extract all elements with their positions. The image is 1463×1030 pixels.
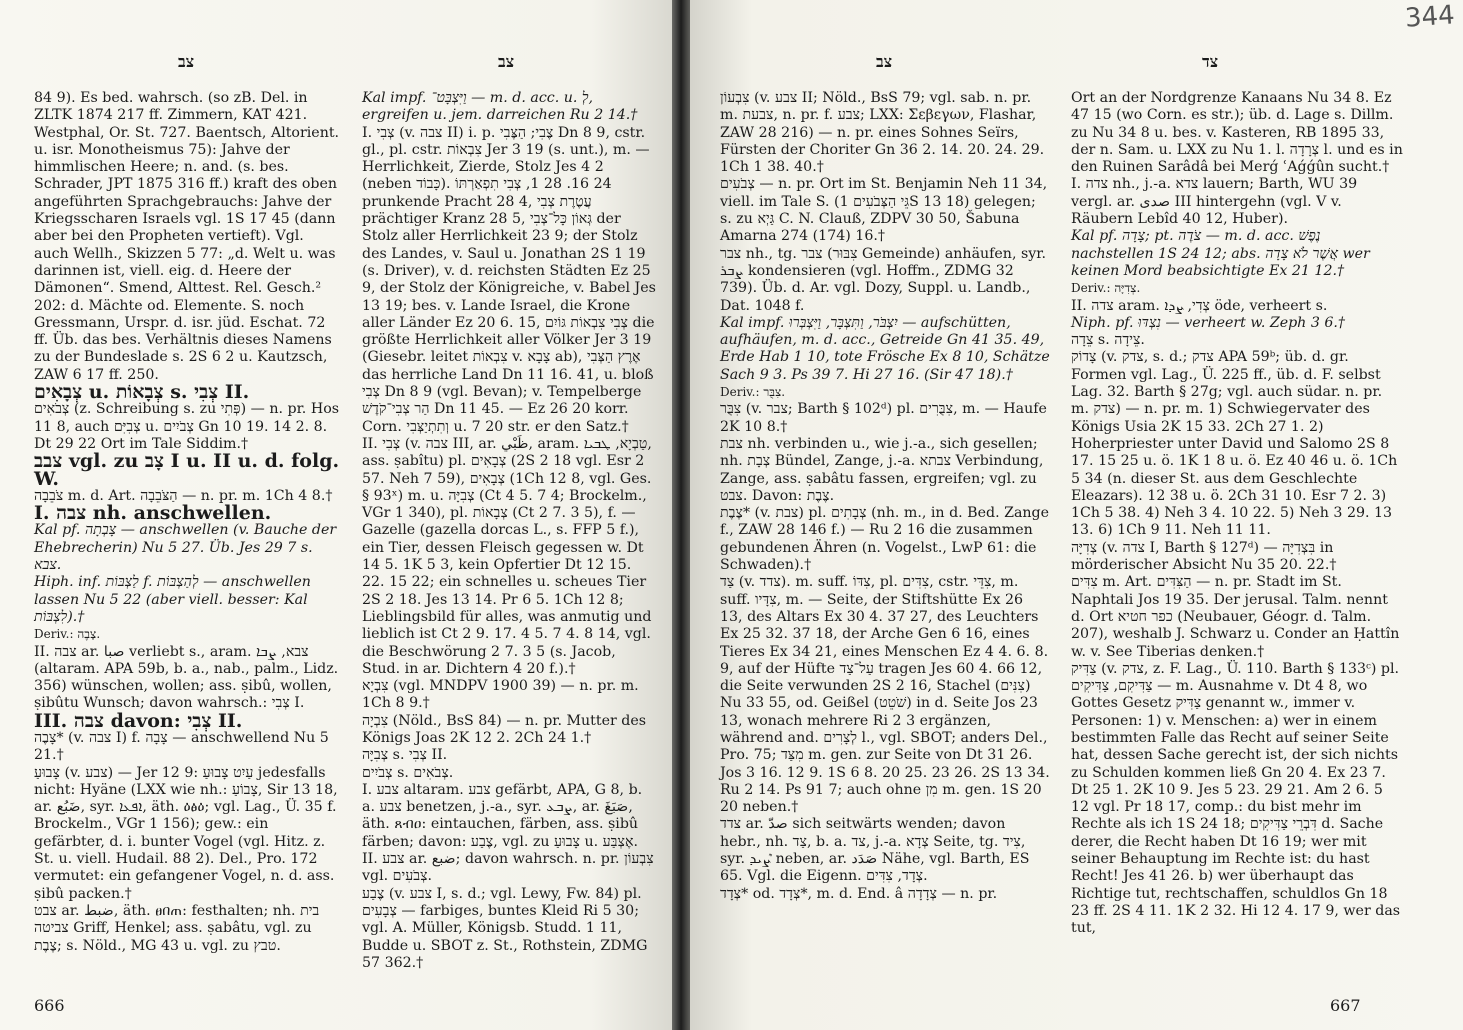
deriv-line: Deriv.: צִבֻּר. xyxy=(720,385,786,400)
entry-text: Niph. pf. נִצְדּוּ — verheert w. Zeph 3 6.† xyxy=(1071,314,1345,331)
page-number: 666 xyxy=(34,996,65,1015)
running-head: צב xyxy=(498,52,515,71)
entry-text: צֵדָה s. צֵידָה. xyxy=(1071,332,1145,349)
entry-text: צבת nh. verbinden u., wie j.-a., sich gesellen; nh. צְבָת Bündel, Zange, j.-a. צבתא Verbindung, Zange, ass. ṣabâtu fassen, ergreifen; vgl. zu צבט. Davon: צֶבֶת. xyxy=(720,435,1044,504)
entry-text: צַדִּיק (v. צדק, z. F. Lag., Ü. 110. Barth § 133ᶜ) pl. צַדִּיקִם, צַדִּיקִים — m. Ausnahme v. Dt 4 8, wo Gottes Gesetz צַדִּיק genannt w., immer v. Personen: 1) v. Menschen: a) wer in einem bestimmten Falle das Recht auf seiner Seite hat, dessen Sache gerecht ist, der sich nichts zu Schulden kommen ließ Gn 20 4. Ex 23 7. Dt 25 1. 2K 10 9. Jes 5 23. 29 21. Am 2 6. 5 12 vgl. Pr 18 17, comp.: du bist mehr im Rechte als ich 1S 24 18; דִּבְרֵי צַדִּיקִים d. Sache derer, die Recht haben Dt 16 19; wer mit seiner Behauptung im Rechte ist: du hast Recht! Jes 41 26. b) wer überhaupt das Richtige tut, rechtschaffen, schuldlos Gn 18 23 ff. 2S 4 11. 1K 2 32. Hi 12 4. 17 9, wer das tut, xyxy=(1071,660,1401,937)
entry-text: צֶבַע (v. צבע I, s. d.; vgl. Lewy, Fw. 84) pl. צְבָעִים — farbiges, buntes Kleid Ri 5 30; vgl. A. Müller, Königsb. Studd. 1 11, Budde u. SBOT z. St., Rothstein, ZDMG 57 362.† xyxy=(362,885,648,971)
entry-text: Kal impf. יִצְבֹּר, וַתִּצְבָּר, וַיִּצְבְּרוּ — aufschütten, aufhäufen, m. d. acc., Getreide Gn 41 35. 49, Erde Hab 1 10, tote Frösche Ex 8 10, Schätze Sach 9 3. Ps 39 7. Hi 27 16. (Sir 47 18).† xyxy=(720,314,1050,383)
entry-text: צְבֹיִים s. צְבֹאִים. xyxy=(362,764,454,781)
deriv-line: Deriv.: צָבֶה. xyxy=(34,627,101,642)
running-head: צד xyxy=(1202,52,1219,71)
entry-heading: צבב vgl. zu צָב I u. II u. d. folg. W. xyxy=(34,450,340,490)
entry-text: Ort an der Nordgrenze Kanaans Nu 34 8. Ez 47 15 (wo Corn. es str.); üb. d. Lage s. Dillm. zu Nu 34 8 u. bes. v. Kasteren, RB 1895 33, der n. Sam. u. LXX zu Nu 1. l. צְרָדָה l. und es in den Ruinen Sarâdâ bei Merǵ ʿAǵǵûn sucht.† xyxy=(1071,90,1403,176)
entry-text: I. צְבִי (v. צבה II) i. p. צֶבִי; הַצֶּבִי Dn 8 9, cstr. gl., pl. cstr. צִבְאוֹת Jer 3 19 (s. unt.), m. — Herrlichkeit, Zierde, Stolz Jes 4 2 (neben כָּבוֹד). 24 16. 28 1, צְבִי תִפְאַרְתּוֹ prunkende Pracht 28 4, עֲטֶרֶת צְבִי prächtiger Kranz 28 5, גְּאוֹן כָּל־צְבִי der Stolz aller Herrlichkeit 23 9; der Stolz des Landes, v. Saul u. Jonathan 2S 1 19 (s. Driver), v. d. reichsten Städten Ez 25 9, der Stolz der Königreiche, v. Babel Jes 13 19; bes. v. Lande Israel, die Krone aller Länder Ez 20 6. 15, צְבִי צִבְאוֹת גּוֹיִם die größte Herrlichkeit aller Völker Jer 3 19 (Giesebr. leitet צִבְאוֹת v. צָבָא ab), אֶרֶץ הַצְּבִי das herrliche Land Dn 11 16. 41, u. bloß צְבִי Dn 8 9 (vgl. Bevan); v. Tempelberge הַר צְבִי־קֹדֶשׁ Dn 11 45. — Ez 26 20 korr. Corn. וְתִתְיַצְּבִי u. 7 20 str. er den Satz.† xyxy=(362,124,656,435)
entry-text: צדד ar. صدّ sich seitwärts wenden; davon hebr., nh. צַד, b. a. צד, j.-a. צְדָא Seite, tg. צִיד, syr. ܨܶܝܕ neben, ar. صَدَد Nähe, vgl. Barth, ES 65. Vgl. die Eigenn. צְדָד, צִדִּים. xyxy=(720,816,1030,885)
entry-text: II. צדה aram. צְדִי, ܨܕܐ öde, verheert s. xyxy=(1071,297,1328,314)
entry-text: Kal impf. וַיִּצְבָּט־ — m. d. acc. u. לְ, ergreifen u. jem. darreichen Ru 2 14.† xyxy=(362,90,638,124)
entry-text: צִבְיָא (vgl. MNDPV 1900 39) — n. pr. m. 1Ch 8 9.† xyxy=(362,678,639,712)
left-page xyxy=(0,0,672,1030)
entry-text: 84 9). Es bed. wahrsch. (so zB. Del. in ZLTK 1874 217 ff. Zimmern, KAT 421. Westphal, Or. St. 727. Baentsch, Altorient. u. isr. Monotheismus 75): Jahve der himmlischen Heere; n. and. (s. bes. Schrader, JPT 1875 316 ff.) kraft des oben angeführten Sprachgebrauchs: Jahve der Kriegsscharen Israels vgl. 1S 17 45 (dann aber bei den Propheten vertieft). Vgl. auch Wellh., Skizzen 5 77: „d. Welt u. was darinnen ist, viell. eig. d. Heere der Dämonen“. Smend, Alttest. Rel. Gesch.² 202: d. Mächte od. Elemente. S. noch Gressmann, Urspr. d. isr. jüd. Eschat. 72 ff. Üb. das bes. Verhältnis dieses Namens zu der Bundeslade s. 2S 6 2 u. Kautzsch, ZAW 6 17 ff. 250. xyxy=(34,90,340,383)
entry-text: צָדוֹק (v. צדק, s. d.; צדק APA 59ᵇ; üb. d. gr. Formen vgl. Lag., Ü. 225 ff., üb. d. F. selbst Lag. 32. Barth § 27g; vgl. auch südar. n. pr. m. צדק) — n. pr. m. 1) Schwiegervater des Königs Usia 2K 15 33. 2Ch 27 1. 2) Hoherpriester unter David und Salomo 2S 8 17. 15 25 u. ö. 1K 1 8 u. ö. Ez 40 46 u. ö. 1Ch 5 34 (n. dieser St. aus dem Geschlechte Eleazars). 12 38 u. ö. 2Ch 31 10. Esr 7 2. 3) 1Ch 5 38. 4) Neh 3 4. 10 22. 5) Neh 3 29. 13 13. 6) 1Ch 9 11. Neh 11 11. xyxy=(1071,349,1398,539)
entry-text: Hiph. inf. לַצְבּוֹת f. לְהַצְבּוֹת — anschwellen lassen Nu 5 22 (aber viell. besser: Kal לִצְבּוֹת).† xyxy=(34,574,311,625)
entry-text: צְדָד* od. צְדָד*, m. d. End. â צְדָדָה — n. pr. xyxy=(720,885,998,902)
entry-text: צְדִיָּה (v. צדה I, Barth § 127ᵈ) — בִּצְדִיָּה in mörderischer Absicht Nu 35 20. 22.† xyxy=(1071,539,1337,574)
entry-text: צְבִיָּה s. צְבִי II. xyxy=(362,747,448,764)
deriv-line: Deriv.: צְדִיָּה. xyxy=(1071,281,1141,296)
entry-text: צַד (v. צדד). m. suff. צִדּוֹ, pl. צִדִּים, cstr. צִדֵּי, m. suff. צִדָּיו, m. — Seite, der Stiftshütte Ex 26 13, des Altars Ex 30 4. 37 27, des Leuchters Ex 25 32. 37 18, der Arche Gen 6 16, eines Tieres Ex 34 21, eines Menschen Ez 4 4. 6. 8. 9, auf der Hüfte עַל־צַד tragen Jes 60 4. 66 12, die Seite verwunden 2S 2 16, Stachel (צִנִּים) Nu 33 55, od. Geißel (שֹׁטֵט) in d. Seite Jos 23 13, wonach mehrere Ri 2 3 ergänzen, während and. לְצָרִים l., vgl. SBOT; anders Del., Pro. 75; מִצַּד m. gen. zur Seite von Dt 31 26. Jos 3 16. 12 9. 1S 6 8. 20 25. 23 26. 2S 13 34. Ru 2 14. Ps 91 7; auch ohne מִן m. gen. 1S 20 20 neben.† xyxy=(720,574,1050,816)
entry-text: צִבֻּר (v. צבר; Barth § 102ᵈ) pl. צִבֻּרִים, m. — Haufe 2K 10 8.† xyxy=(720,401,1047,435)
entry-text: II. צבה ar. صبا verliebt s., aram. צבא, ܨܒܐ (altaram. APA 59b, b. a., nab., palm., Lidz. 356) wünschen, wollen; ass. ṣibû, wollen, ṣibûtu Wunsch; davon wahrsch.: צְבִי I. xyxy=(34,643,339,712)
entry-text: Kal pf. צָדָה; pt. צֹדֶה — m. d. acc. נֶפֶשׁ nachstellen 1S 24 12; abs. אֲשֶׁר לֹא צָדָה wer keinen Mord beabsichtigte Ex 21 12.† xyxy=(1071,228,1370,279)
entry-text: צִדִּים m. Art. הַצִּדִּים — n. pr. Stadt im St. Naphtali Jos 19 35. Der jerusal. Talm. nennt d. Ort כפר חטיא (Neubauer, Géogr. d. Talm. 207), weshalb J. Schwarz u. Conder an Ḥattîn w. v. See Tiberias denken.† xyxy=(1071,574,1400,660)
handwritten-page-stamp: 344 xyxy=(1404,0,1456,34)
entry-text: I. צדה nh., j.-a. צדא lauern; Barth, WU 39 vergl. ar. صدى III hintergehn (vgl. V v. Räubern Lebîd 40 12, Huber). xyxy=(1071,176,1358,228)
left-column-2 xyxy=(362,90,656,972)
entry-text: צבר nh., tg. צבר (צִבּוּר Gemeinde) anhäufen, syr. ܨܒܪ kondensieren (vgl. Hoffm., ZDMG 32 739). Üb. d. Ar. vgl. Dozy, Suppl. u. Landb., Dat. 1048 f. xyxy=(720,245,1046,314)
left-column-1 xyxy=(34,90,342,955)
entry-text: צֶבֶת* (v. צבת) pl. צְבָתִים (nh. m., in d. Bed. Zange f., ZAW 28 146 f.) — Ru 2 16 die zusammen gebundenen Ähren (n. Vogelst., LwP 61: die Schwaden).† xyxy=(720,505,1050,574)
entry-text: צָבֶה* (v. צבה I) f. צָבָה — anschwellend Nu 5 21.† xyxy=(34,729,329,764)
entry-text: צֹבֵבָה m. d. Art. הַצֹּבֵבָה — n. pr. m. 1Ch 4 8.† xyxy=(34,487,333,504)
entry-text: צָבוּעַ (v. צבע) — Jer 12 9: עַיִט צָבוּעַ jedesfalls nicht: Hyäne (LXX wie nh.: צָבוֹעַ, Sir 13 18, ar. ضَبُع, syr. ܐܦܥܐ, äth. ዕፅዕ; vgl. Lag., Ü. 35 f. Brockelm., VGr 1 156); gew.: ein gefärbter, d. i. bunter Vogel (vgl. Hitz. z. St. u. viell. Hudail. 88 2). Del., Pro. 172 vermutet: ein gefangener Vogel, n. d. ass. ṣibû packen.† xyxy=(34,764,338,902)
running-head: צב xyxy=(876,52,893,71)
entry-heading: צְבָאִים u. צְבָאוֹת s. צְבִי II. xyxy=(34,381,250,404)
entry-text: I. צבע altaram. צבע gefärbt, APA, G 8, b. a. צבע benetzen, j.-a., syr. ܨܒܥ, ar. صَبَغَ, äth. ጸብዐ: eintauchen, färben, ass. ṣibû färben; davon: צֶבַע, vgl. zu צָבוּעַ u. אֶצְבַּע. xyxy=(362,781,643,850)
entry-text: צִבְעוֹן (v. צבע II; Nöld., BsS 79; vgl. sab. n. pr. m. צבעת, n. pr. f. צבע; LXX: Σεβεγων, Flashar, ZAW 28 216) — n. pr. eines Sohnes Seïrs, Fürsten der Choriter Gn 36 2. 14. 20. 24. 29. 1Ch 1 38. 40.† xyxy=(720,90,1045,176)
entry-text: צְבֹעִים — n. pr. Ort im St. Benjamin Neh 11 34, viell. im Tale S. (גֵּי הַצְּבֹעִים 1S 13 18) gelegen; s. zu גַּיְא C. N. Clauß, ZDPV 30 50, Šabuna Amarna 274 (174) 16.† xyxy=(720,176,1048,245)
entry-text: II. צְבִי (v. צבה III, ar. ظَبْي, aram. טַבְיָא, ܛܒܝܐ, ass. ṣabîtu) pl. צְבָאִים (2S 2 18 vgl. Esr 2 57. Neh 7 59), צְבָאִים (1Ch 12 8, vgl. Ges. § 93ˣ) m. u. צְבִיָּה (Ct 4 5. 7 4; Brockelm., VGr 1 340), pl. צְבָאוֹת (Ct 2 7. 3 5), f. — Gazelle (gazella dorcas L., s. FFP 5 f.), ein Tier, dessen Fleisch gegessen w. Dt 14 5. 1K 5 3, kein Opfertier Dt 12 15. 22. 15 22; ein schnelles u. scheues Tier 2S 2 18. Jes 13 14. Pr 6 5. 1Ch 12 8; Lieblingsbild für alles, was anmutig und lieblich ist Ct 2 9. 17. 4 5. 7 4. 8 14, vgl. die Beschwörung 2 7. 3 5 (s. Jacob, Stud. in ar. Dichtern 4 20 f.).† xyxy=(362,435,652,677)
running-head: צב xyxy=(178,52,195,71)
entry-text: צְבֹאִים (z. Schreibung s. zu פְּתִי) — n. pr. Hos 11 8, auch צְבִיִּם u. צְבֹיִים Gn 10 19. 14 2. 8. Dt 29 22 Ort im Tale Siddim.† xyxy=(34,401,340,452)
page-number: 667 xyxy=(1330,996,1361,1015)
right-column-2 xyxy=(1071,90,1403,938)
right-page xyxy=(690,0,1463,1030)
entry-heading: III. צבה davon: צְבִי II. xyxy=(34,709,243,732)
entry-text: צִבְיָה (Nöld., BsS 84) — n. pr. Mutter des Königs Joas 2K 12 2. 2Ch 24 1.† xyxy=(362,712,647,746)
entry-text: צבט ar. ضبط, äth. ፀበጠ: festhalten; nh. בית צביטה Griff, Henkel; ass. ṣabâtu, vgl. zu צֶבֶת; s. Nöld., MG 43 u. vgl. zu טבץ. xyxy=(34,902,320,954)
book-gutter xyxy=(672,0,690,1030)
entry-heading: I. צבה nh. anschwellen. xyxy=(34,502,272,525)
right-column-1 xyxy=(720,90,1050,903)
entry-text: Kal pf. צָבְתָה — anschwellen (v. Bauche der Ehebrecherin) Nu 5 27. Üb. Jes 29 7 s. צבא. xyxy=(34,522,337,574)
entry-text: II. צבע ar. ضبع; davon wahrsch. n. pr. צִבְעוֹן vgl. צְבֹעִים. xyxy=(362,851,654,885)
